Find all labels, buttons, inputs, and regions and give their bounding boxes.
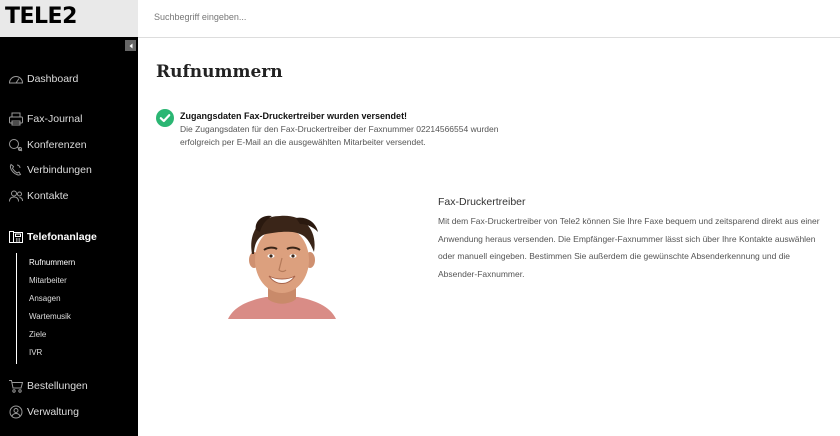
sidebar: [0, 37, 138, 436]
page-title: Rufnummern: [156, 62, 283, 82]
subnav-item-ansagen[interactable]: Ansagen: [29, 294, 61, 303]
sidebar-item-label: Bestellungen: [27, 380, 88, 392]
contacts-icon: [5, 188, 27, 204]
sidebar-item-verwaltung[interactable]: [0, 401, 138, 423]
sidebar-item-label: Kontakte: [27, 190, 69, 202]
sidebar-item-label: Telefonanlage: [27, 231, 97, 243]
conference-icon: [5, 137, 27, 153]
sidebar-item-label: Dashboard: [27, 73, 79, 85]
fax-icon: [5, 111, 27, 127]
sidebar-item-label: Verbindungen: [27, 164, 92, 176]
cart-icon: [5, 378, 27, 394]
subnav-telefonanlage: [16, 253, 126, 364]
sidebar-item-kontakte[interactable]: [0, 185, 138, 207]
sidebar-item-telefonanlage[interactable]: [0, 226, 138, 248]
collapse-sidebar-button[interactable]: [125, 40, 136, 51]
sidebar-item-fax-journal[interactable]: [0, 108, 138, 130]
checkmark-circle-icon: [156, 109, 174, 127]
sidebar-item-dashboard[interactable]: [0, 68, 138, 90]
search-input[interactable]: [154, 8, 554, 26]
sidebar-item-bestellungen[interactable]: [0, 375, 138, 397]
logo-area: [0, 0, 138, 37]
alert-title: Zugangsdaten Fax-Druckertreiber wurden versendet!: [180, 111, 408, 121]
subnav-item-mitarbeiter[interactable]: Mitarbeiter: [29, 276, 67, 285]
info-text: Mit dem Fax-Druckertreiber von Tele2 können Sie Ihre Faxe bequem und zeitsparend direkt aus einer Anwendung heraus versenden. Die Empfänger-Faxnummer lässt sich über Ihre Kontakte auswählen oder manuell eingeben. Bestimmen Sie außerdem die gewünschte Absenderkennung und die Absender-Faxnummer.: [438, 216, 820, 279]
telephone-system-icon: [5, 229, 27, 245]
dashboard-icon: [5, 71, 27, 87]
sidebar-item-konferenzen[interactable]: [0, 134, 138, 156]
subnav-item-ziele[interactable]: Ziele: [29, 330, 47, 339]
sidebar-item-label: Verwaltung: [27, 406, 79, 418]
subnav-item-rufnummern[interactable]: Rufnummern: [29, 258, 76, 267]
logo[interactable]: TELE2: [5, 4, 77, 29]
subnav-item-ivr[interactable]: IVR: [29, 348, 43, 357]
sidebar-item-label: Konferenzen: [27, 139, 87, 151]
sidebar-item-label: Fax-Journal: [27, 113, 83, 125]
person-photo: [226, 210, 338, 319]
chevron-left-icon: [128, 43, 134, 49]
admin-icon: [5, 404, 27, 420]
subnav-item-wartemusik[interactable]: Wartemusik: [29, 312, 71, 321]
sidebar-item-verbindungen[interactable]: [0, 159, 138, 181]
phone-icon: [5, 162, 27, 178]
info-title: Fax-Druckertreiber: [438, 196, 526, 208]
alert-text: Die Zugangsdaten für den Fax-Druckertreiber der Faxnummer 02214566554 wurden erfolgreich per E-Mail an die ausgewählten Mitarbeiter versendet.: [180, 124, 499, 147]
topbar: [138, 0, 840, 38]
